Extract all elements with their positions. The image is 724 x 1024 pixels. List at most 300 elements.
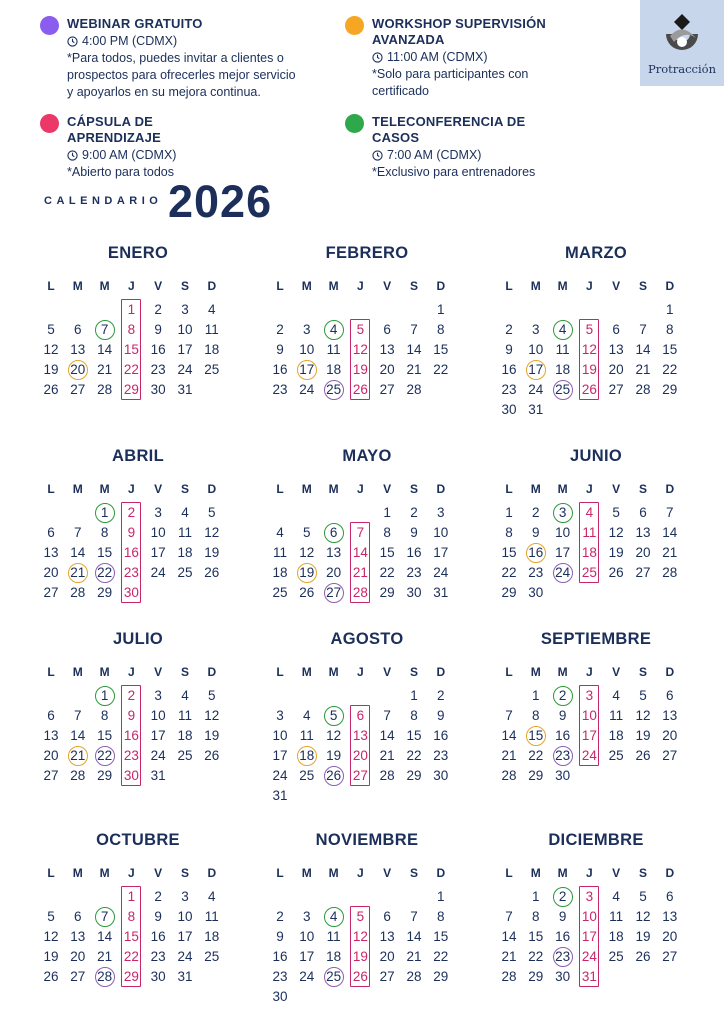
legend-note: *Para todos, puedes invitar a clientes o prospectos para ofrecerles mejor servicio y apoyarlos en su mejora continua.: [67, 51, 296, 99]
weekday-header: J: [357, 482, 364, 496]
calendar-day: 17: [177, 929, 193, 944]
calendar-day: 16: [555, 929, 571, 944]
weekday-header: J: [586, 482, 593, 496]
calendar-day: 23: [272, 969, 288, 984]
calendar-day: 3: [550, 503, 576, 523]
calendar-day: 2: [550, 887, 576, 907]
legend-note: *Exclusivo para entrenadores: [372, 165, 536, 179]
calendar-day: 9: [276, 342, 284, 357]
clock-icon: [67, 36, 78, 47]
weekday-header: J: [586, 279, 593, 293]
calendar-day: 11: [177, 708, 192, 723]
weekday-header: V: [383, 279, 392, 293]
calendar-day: 3: [585, 889, 594, 904]
calendar-day: 25: [272, 585, 288, 600]
calendar-day: 19: [352, 362, 368, 377]
calendar-day: 29: [433, 969, 449, 984]
calendar-day: 13: [70, 342, 86, 357]
legend-time: 4:00 PM (CDMX): [67, 33, 317, 50]
calendar-day: 11: [582, 525, 597, 540]
calendar-day: 12: [204, 708, 220, 723]
calendar-day: 14: [70, 545, 86, 560]
calendar-day: 28: [501, 969, 517, 984]
calendar-day: 13: [43, 728, 59, 743]
calendar-day: 4: [181, 505, 189, 520]
calendar-day: 5: [47, 909, 55, 924]
calendar-day: 12: [608, 525, 624, 540]
calendar-day: 21: [406, 949, 422, 964]
calendar-day: 31: [528, 402, 544, 417]
calendar-day: 29: [662, 382, 678, 397]
weekday-header: D: [436, 866, 446, 880]
calendar-day: 23: [150, 949, 166, 964]
calendar-day: 29: [406, 768, 422, 783]
calendar-day: 27: [608, 382, 624, 397]
calendar-day: 15: [662, 342, 678, 357]
calendar-day: 30: [123, 585, 139, 600]
calendar-day: 1: [437, 302, 445, 317]
calendar-day: 27: [379, 969, 395, 984]
thursday-capsula-highlight: [350, 319, 370, 400]
weekday-header: S: [409, 482, 418, 496]
calendar-day: 5: [356, 909, 365, 924]
calendar-day: 22: [123, 949, 139, 964]
calendar-day: 27: [635, 565, 651, 580]
calendar-day: 29: [379, 585, 395, 600]
calendar-day: 28: [92, 967, 118, 987]
calendar-day: 13: [635, 525, 651, 540]
calendar-day: 9: [532, 525, 540, 540]
month-name: OCTUBRE: [96, 831, 180, 849]
calendar-day: 29: [97, 585, 113, 600]
calendar-day: 8: [666, 322, 674, 337]
weekday-header: M: [301, 665, 312, 679]
calendar-day: 20: [379, 362, 395, 377]
legend-title: CÁPSULA DE APRENDIZAJE: [67, 114, 161, 145]
weekday-header: S: [638, 279, 647, 293]
calendar-day: 14: [406, 929, 422, 944]
calendar-day: 10: [433, 525, 449, 540]
calendar-day: 30: [555, 768, 571, 783]
month-name: FEBRERO: [325, 244, 409, 262]
calendar-day: 19: [204, 728, 220, 743]
weekday-header: M: [530, 482, 541, 496]
calendar-day: 6: [666, 889, 674, 904]
calendar-day: 3: [181, 302, 189, 317]
calendar-day: 28: [352, 585, 368, 600]
calendar-day: 18: [581, 545, 597, 560]
calendar-day: 4: [208, 889, 216, 904]
calendar-day: 12: [352, 929, 368, 944]
thursday-capsula-highlight: [579, 886, 599, 987]
calendar-day: 27: [662, 949, 678, 964]
weekday-header: D: [207, 866, 217, 880]
calendar-day: 31: [272, 788, 288, 803]
weekday-header: D: [436, 482, 446, 496]
calendar-day: 7: [505, 708, 513, 723]
calendar-day: 22: [433, 362, 449, 377]
calendar-day: 15: [501, 545, 517, 560]
calendar-day: 19: [608, 545, 624, 560]
calendar-day: 15: [433, 342, 449, 357]
calendar-day: 17: [523, 360, 549, 380]
calendar-day: 19: [326, 748, 342, 763]
weekday-header: V: [154, 665, 163, 679]
calendar-day: 23: [272, 382, 288, 397]
calendar-day: 25: [299, 768, 315, 783]
calendar-day: 2: [532, 505, 540, 520]
calendar-day: 19: [43, 949, 59, 964]
calendar-day: 11: [326, 342, 341, 357]
calendar-day: 2: [410, 505, 418, 520]
calendar-day: 6: [639, 505, 647, 520]
legend-time: 11:00 AM (CDMX): [372, 49, 622, 66]
calendar-day: 16: [433, 728, 449, 743]
calendar-day: 11: [204, 322, 219, 337]
calendar-day: 14: [352, 545, 368, 560]
calendar-day: 27: [43, 585, 59, 600]
calendar-day: 10: [528, 342, 544, 357]
calendar-day: 3: [154, 505, 162, 520]
calendar-day: 9: [127, 525, 136, 540]
calendar-day: 13: [326, 545, 342, 560]
calendar-day: 17: [294, 360, 320, 380]
calendar-day: 13: [43, 545, 59, 560]
calendar-day: 28: [70, 768, 86, 783]
calendar-day: 26: [204, 748, 220, 763]
calendar-day: 19: [294, 563, 320, 583]
weekday-header: D: [665, 665, 675, 679]
legend-title: WEBINAR GRATUITO: [67, 16, 203, 31]
calendar-day: 26: [352, 969, 368, 984]
calendar-day: 7: [666, 505, 674, 520]
calendar-day: 6: [383, 322, 391, 337]
weekday-header: S: [180, 279, 189, 293]
calendar-day: 2: [505, 322, 513, 337]
weekday-header: M: [99, 279, 110, 293]
weekday-header: S: [409, 665, 418, 679]
calendar-day: 20: [65, 360, 91, 380]
month-name: MAYO: [342, 447, 392, 465]
calendar-day: 15: [97, 545, 113, 560]
calendar-day: 12: [43, 929, 59, 944]
calendar-day: 21: [65, 563, 91, 583]
calendar-day: 25: [177, 748, 193, 763]
weekday-header: S: [638, 482, 647, 496]
calendar-day: 27: [662, 748, 678, 763]
calendar-day: 16: [150, 929, 166, 944]
calendar-day: 19: [352, 949, 368, 964]
weekday-header: J: [586, 665, 593, 679]
weekday-header: M: [72, 866, 83, 880]
calendar-day: 31: [581, 969, 597, 984]
calendar-day: 11: [299, 728, 314, 743]
calendar-day: 14: [379, 728, 395, 743]
calendar-day: 6: [383, 909, 391, 924]
weekday-header: V: [612, 665, 621, 679]
calendar-day: 25: [608, 748, 624, 763]
calendar-day: 30: [272, 989, 288, 1004]
calendar-day: 7: [505, 909, 513, 924]
calendar-day: 23: [123, 748, 139, 763]
weekday-header: V: [154, 866, 163, 880]
calendar-day: 15: [379, 545, 395, 560]
calendar-day: 20: [608, 362, 624, 377]
calendar-day: 16: [555, 728, 571, 743]
calendar-day: 8: [100, 708, 109, 723]
month-name: JULIO: [112, 630, 164, 648]
calendar-day: 28: [662, 565, 678, 580]
calendar-day: 21: [501, 748, 517, 763]
calendar-day: 3: [585, 688, 594, 703]
calendar-day: 15: [528, 929, 544, 944]
weekday-header: J: [357, 866, 364, 880]
calendar-day: 31: [177, 969, 193, 984]
calendar-day: 15: [123, 929, 139, 944]
calendar-day: 24: [581, 949, 597, 964]
calendar-day: 17: [150, 728, 166, 743]
calendar-day: 10: [299, 929, 315, 944]
calendar-day: 21: [65, 746, 91, 766]
calendar-year: 2026: [168, 176, 273, 227]
calendar-day: 26: [204, 565, 220, 580]
calendar-day: 8: [410, 708, 418, 723]
weekday-header: M: [328, 279, 339, 293]
calendar-day: 18: [294, 746, 320, 766]
calendar-day: 7: [92, 907, 118, 927]
thursday-capsula-highlight: [350, 705, 370, 786]
weekday-header: D: [436, 665, 446, 679]
calendar-day: 18: [204, 342, 220, 357]
calendar-day: 18: [555, 362, 571, 377]
calendar-day: 9: [410, 525, 418, 540]
calendar-day: 31: [433, 585, 449, 600]
calendar-day: 20: [352, 748, 368, 763]
weekday-header: L: [276, 482, 284, 496]
legend-time: 9:00 AM (CDMX): [67, 147, 317, 164]
weekday-header: L: [47, 665, 55, 679]
calendar-day: 22: [528, 748, 544, 763]
thursday-capsula-highlight: [350, 522, 370, 603]
calendar-day: 14: [501, 929, 517, 944]
calendar-day: 11: [272, 545, 287, 560]
calendar-day: 25: [321, 967, 347, 987]
calendar-day: 22: [406, 748, 422, 763]
calendar-day: 25: [204, 362, 220, 377]
calendar-day: 5: [321, 706, 347, 726]
weekday-header: V: [154, 279, 163, 293]
calendar-day: 19: [635, 929, 651, 944]
month-name: MARZO: [565, 244, 627, 262]
calendar-day: 12: [635, 909, 651, 924]
calendar-day: 6: [356, 708, 365, 723]
calendar-day: 1: [505, 505, 513, 520]
month-name: NOVIEMBRE: [315, 831, 419, 849]
calendar-day: 4: [321, 320, 347, 340]
calendar-day: 15: [123, 342, 139, 357]
calendar-day: 29: [123, 969, 139, 984]
calendar-day: 27: [70, 969, 86, 984]
calendar-day: 17: [272, 748, 288, 763]
calendar-day: 25: [321, 380, 347, 400]
calendar-day: 6: [47, 708, 55, 723]
weekday-header: V: [612, 866, 621, 880]
weekday-header: M: [557, 665, 568, 679]
calendar-day: 19: [204, 545, 220, 560]
calendar-day: 8: [383, 525, 391, 540]
calendar-day: 10: [581, 909, 597, 924]
calendar-day: 8: [127, 909, 136, 924]
calendar-day: 23: [406, 565, 422, 580]
calendar-day: 8: [437, 909, 445, 924]
calendar-day: 7: [74, 708, 82, 723]
calendar-day: 12: [43, 342, 59, 357]
calendar-day: 30: [433, 768, 449, 783]
calendar-day: 13: [352, 728, 368, 743]
calendar-day: 25: [204, 949, 220, 964]
weekday-header: S: [409, 279, 418, 293]
weekday-header: D: [207, 665, 217, 679]
weekday-header: V: [612, 482, 621, 496]
calendar-day: 21: [379, 748, 395, 763]
calendar-day: 24: [177, 362, 193, 377]
calendar-day: 28: [406, 969, 422, 984]
calendar-day: 20: [326, 565, 342, 580]
month-name: DICIEMBRE: [548, 831, 644, 849]
calendar-day: 5: [303, 525, 311, 540]
calendar-day: 27: [321, 583, 347, 603]
calendar-day: 16: [123, 545, 139, 560]
calendar-day: 25: [550, 380, 576, 400]
legend-title: WORKSHOP SUPERVISIÓN AVANZADA: [372, 16, 546, 47]
weekday-header: M: [72, 482, 83, 496]
calendar-day: 9: [437, 708, 445, 723]
calendar-day: 10: [150, 708, 166, 723]
calendar-day: 16: [523, 543, 549, 563]
calendar-day: 1: [127, 302, 136, 317]
weekday-header: S: [409, 866, 418, 880]
teleconferencia-color-dot: [345, 114, 364, 133]
calendar-day: 10: [177, 322, 193, 337]
calendar-day: 7: [92, 320, 118, 340]
calendar-day: 18: [177, 728, 193, 743]
calendar-day: 4: [181, 688, 189, 703]
calendar-day: 8: [437, 322, 445, 337]
calendar-day: 21: [635, 362, 651, 377]
calendar-day: 8: [532, 909, 540, 924]
calendar-day: 11: [609, 708, 624, 723]
month-name: JUNIO: [570, 447, 622, 465]
calendar-day: 20: [379, 949, 395, 964]
calendar-day: 1: [92, 503, 118, 523]
weekday-header: M: [301, 279, 312, 293]
calendar-day: 1: [532, 889, 540, 904]
calendar-day: 3: [181, 889, 189, 904]
weekday-header: M: [328, 482, 339, 496]
calendar-day: 11: [204, 909, 219, 924]
weekday-header: M: [328, 665, 339, 679]
calendar-day: 10: [581, 708, 597, 723]
calendar-day: 23: [433, 748, 449, 763]
calendar-day: 22: [433, 949, 449, 964]
calendar-day: 2: [550, 686, 576, 706]
calendar-day: 4: [303, 708, 311, 723]
calendar-day: 19: [635, 728, 651, 743]
calendar-day: 17: [581, 929, 597, 944]
weekday-header: D: [207, 482, 217, 496]
calendar-day: 18: [608, 929, 624, 944]
calendar-day: 6: [74, 322, 82, 337]
calendar-day: 6: [74, 909, 82, 924]
month-name: ABRIL: [112, 447, 164, 465]
weekday-header: M: [72, 279, 83, 293]
calendar-day: 20: [43, 748, 59, 763]
calendar-day: 4: [550, 320, 576, 340]
calendar-day: 24: [433, 565, 449, 580]
calendar-day: 1: [437, 889, 445, 904]
calendar-day: 16: [123, 728, 139, 743]
weekday-header: V: [383, 866, 392, 880]
calendar-day: 21: [352, 565, 368, 580]
calendar-day: 2: [276, 909, 284, 924]
calendar-day: 28: [635, 382, 651, 397]
calendar-day: 24: [528, 382, 544, 397]
calendar-day: 2: [127, 688, 136, 703]
weekday-header: D: [207, 279, 217, 293]
calendar-day: 9: [558, 909, 567, 924]
calendar-day: 3: [303, 322, 311, 337]
weekday-header: M: [530, 279, 541, 293]
calendar-day: 17: [433, 545, 449, 560]
calendar-day: 12: [326, 728, 342, 743]
calendar-day: 13: [608, 342, 624, 357]
calendar-day: 4: [276, 525, 284, 540]
calendar-day: 10: [150, 525, 166, 540]
weekday-header: J: [128, 279, 135, 293]
weekday-header: S: [638, 866, 647, 880]
calendar-day: 21: [406, 362, 422, 377]
weekday-header: L: [47, 482, 55, 496]
calendar-day: 29: [123, 382, 139, 397]
clock-icon: [372, 150, 383, 161]
calendar-day: 4: [612, 688, 620, 703]
calendar-day: 18: [326, 362, 342, 377]
brand-logo: [640, 0, 724, 86]
calendar-day: 13: [379, 929, 395, 944]
weekday-header: S: [180, 866, 189, 880]
calendar-day: 2: [154, 302, 162, 317]
weekday-header: D: [665, 279, 675, 293]
calendar-day: 14: [662, 525, 678, 540]
weekday-header: M: [328, 866, 339, 880]
calendar-day: 24: [150, 565, 166, 580]
calendar-day: 29: [501, 585, 517, 600]
calendar-day: 27: [43, 768, 59, 783]
calendar-day: 17: [299, 949, 315, 964]
calendar-day: 17: [555, 545, 571, 560]
calendar-day: 4: [208, 302, 216, 317]
calendar-day: 16: [150, 342, 166, 357]
calendar-day: 5: [208, 505, 216, 520]
weekday-header: V: [154, 482, 163, 496]
calendar-day: 21: [501, 949, 517, 964]
calendar-day: 22: [501, 565, 517, 580]
calendar-day: 31: [177, 382, 193, 397]
calendar-day: 19: [581, 362, 597, 377]
calendar-day: 18: [177, 545, 193, 560]
calendar-day: 14: [501, 728, 517, 743]
calendar-day: 14: [635, 342, 651, 357]
